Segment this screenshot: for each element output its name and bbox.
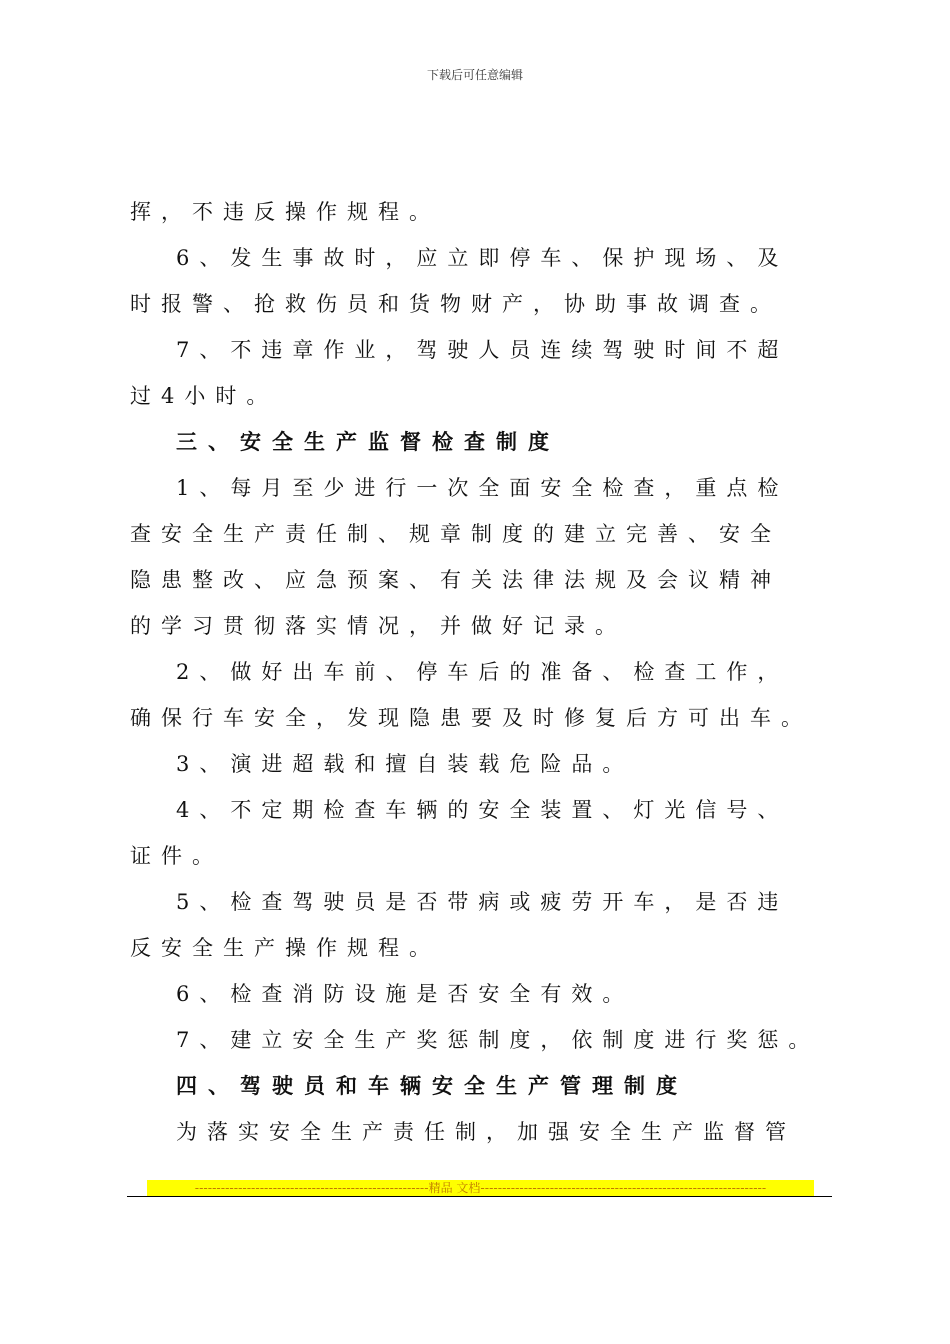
footer-divider (127, 1196, 832, 1197)
text-line: 过4小时。 (130, 384, 278, 408)
section-heading: 三、安全生产监督检查制度 (176, 429, 560, 454)
text-line: 7、建立安全生产奖惩制度，依制度进行奖惩。 (176, 1028, 820, 1052)
text-line: 证件。 (130, 844, 223, 868)
text-line: 隐患整改、应急预案、有关法律法规及会议精神 (130, 568, 781, 592)
footer-dashes-left: ------------------------------------------------------ (194, 1181, 429, 1195)
text-line: 6、检查消防设施是否安全有效。 (176, 982, 634, 1006)
text-line: 3、演进超载和擅自装载危险品。 (176, 752, 634, 776)
page-header: 下载后可任意编辑 (426, 68, 523, 82)
text-line: 确保行车安全，发现隐患要及时修复后方可出车。 (130, 706, 812, 730)
text-line: 2、做好出车前、停车后的准备、检查工作， (176, 660, 789, 684)
text-line: 4、不定期检查车辆的安全装置、灯光信号、 (176, 798, 789, 822)
text-line: 挥，不违反操作规程。 (130, 200, 440, 224)
text-line: 7、不违章作业，驾驶人员连续驾驶时间不超 (176, 338, 789, 362)
text-line: 5、检查驾驶员是否带病或疲劳开车，是否违 (176, 890, 789, 914)
text-line: 为落实安全生产责任制，加强安全生产监督管 (176, 1120, 796, 1144)
section-heading: 四、驾驶员和车辆安全生产管理制度 (176, 1073, 688, 1098)
text-line: 反安全生产操作规程。 (130, 936, 440, 960)
footer-dashes-right: ------------------------------------------------------------------ (480, 1181, 767, 1195)
text-line: 6、发生事故时，应立即停车、保护现场、及 (176, 246, 789, 270)
footer-banner (147, 1180, 814, 1196)
footer-label: 精品 文档 (428, 1181, 481, 1195)
text-line: 时报警、抢救伤员和货物财产，协助事故调查。 (130, 292, 781, 316)
text-line: 的学习贯彻落实情况，并做好记录。 (130, 614, 626, 638)
text-line: 查安全生产责任制、规章制度的建立完善、安全 (130, 522, 781, 546)
text-line: 1、每月至少进行一次全面安全检查，重点检 (176, 476, 789, 500)
